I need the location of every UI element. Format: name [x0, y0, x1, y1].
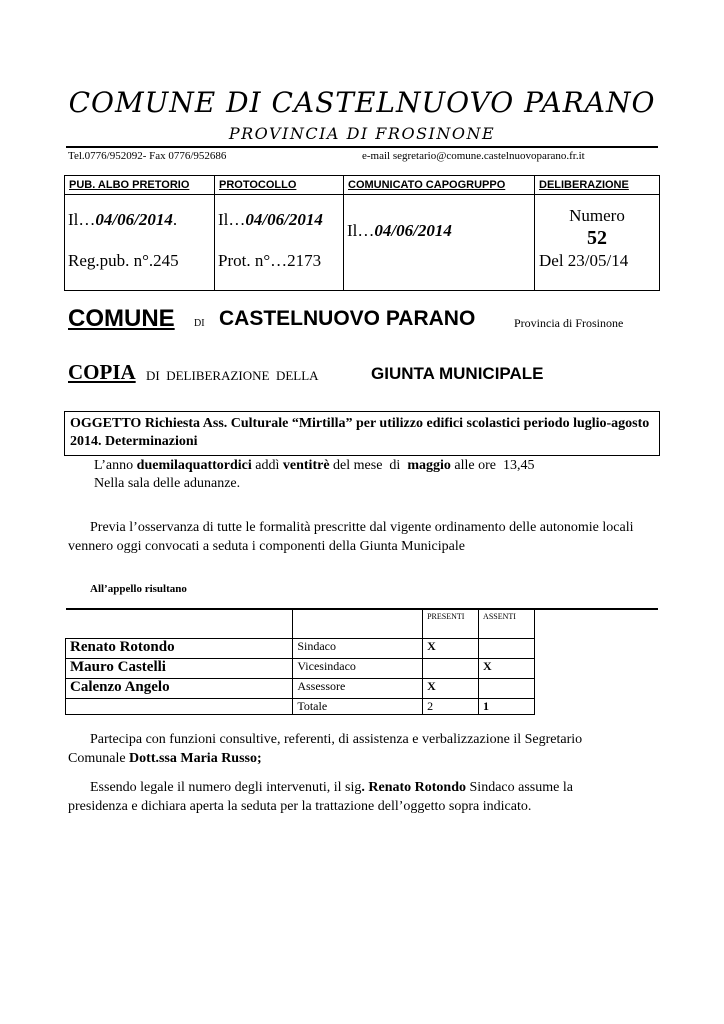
protocollo-date [218, 210, 323, 230]
attendance-table [65, 610, 535, 715]
anno-p3: del mese di [329, 458, 408, 473]
comunicato-capogruppo-header: COMUNICATO CAPOGRUPPO [348, 179, 506, 191]
deliberazione-date: Del 23/05/14 [539, 251, 629, 270]
anno-p4: alle ore 13,45 [450, 458, 535, 473]
reg-pub-number: Reg.pub. n°.245 [68, 251, 179, 270]
comunicato-date-value: 04/06/2014 [374, 221, 452, 240]
anno-p1: L’anno [94, 458, 137, 473]
oggetto-text: OGGETTO Richiesta Ass. Culturale “Mirtilla” per utilizzo edifici scolastici periodo luglio-agosto 2014. Determinazioni [70, 416, 650, 449]
essendo-p1: Essendo legale il numero degli intervenuti, il sig [90, 780, 362, 795]
page-subtitle: PROVINCIA DI FROSINONE [228, 124, 496, 143]
essendo-paragraph [68, 778, 628, 816]
comune-di: DI [194, 318, 205, 329]
protocollo-date-prefix: Il… [218, 210, 246, 229]
giorno-value: ventitrè [282, 458, 330, 473]
comune-provincia: Provincia di Frosinone [514, 316, 624, 330]
member-role: Assessore [293, 678, 423, 698]
table-row [66, 658, 535, 678]
giunta-municipale: GIUNTA MUNICIPALE [371, 364, 544, 383]
comunicato-date [347, 221, 452, 241]
header-rule [66, 146, 658, 148]
albo-date [68, 210, 177, 230]
essendo-p2: Sindaco assume la presidenza e dichiara aperta la seduta per la trattazione dell’oggetto sopra indicato. [68, 780, 573, 814]
anno-p2: addì [251, 458, 283, 473]
albo-pretorio-header: PUB. ALBO PRETORIO [69, 179, 190, 191]
member-assente [479, 678, 535, 698]
mese-value: maggio [407, 458, 451, 473]
comunicato-date-prefix: Il… [347, 221, 375, 240]
protocollo-header: PROTOCOLLO [219, 179, 297, 191]
albo-date-suffix: . [172, 210, 178, 229]
member-name: Calenzo Angelo [66, 678, 293, 698]
deliberazione-header: DELIBERAZIONE [539, 179, 629, 191]
comune-line [66, 305, 660, 339]
presenti-header: PRESENTI [423, 610, 479, 638]
partecipa-text: Partecipa con funzioni consultive, referenti, di assistenza e verbalizzazione il Segretario Comunale [68, 732, 583, 766]
attendance-header-row [66, 610, 535, 638]
member-assente [479, 638, 535, 658]
partecipa-paragraph [68, 730, 628, 768]
appello-label: All’appello risultano [90, 583, 187, 595]
sindaco-name: . Renato Rotondo [361, 780, 467, 795]
comune-label: COMUNE [68, 305, 175, 332]
member-presente: X [423, 638, 479, 658]
page-title: COMUNE DI CASTELNUOVO PARANO [68, 86, 656, 119]
copia-line [66, 360, 660, 390]
albo-date-value: 04/06/2014 [95, 210, 173, 229]
numero-value: 52 [587, 227, 607, 249]
segretario-name: Dott.ssa Maria Russo; [129, 751, 262, 766]
member-name: Renato Rotondo [66, 638, 293, 658]
email: e-mail segretario@comune.castelnuovoparano.fr.it [362, 150, 585, 162]
comune-name: CASTELNUOVO PARANO [219, 307, 476, 330]
oggetto-box [64, 411, 660, 456]
totale-assenti: 1 [479, 698, 535, 714]
assenti-header: ASSENTI [479, 610, 535, 638]
sala-line: Nella sala delle adunanze. [94, 476, 241, 491]
copia-label: COPIA [68, 360, 136, 384]
table-row [66, 638, 535, 658]
anno-value: duemilaquattordici [136, 458, 252, 473]
member-presente [423, 658, 479, 678]
totale-row [66, 698, 535, 714]
totale-label: Totale [293, 698, 423, 714]
totale-presenti: 2 [423, 698, 479, 714]
copia-deliberazione-text: DI DELIBERAZIONE DELLA [146, 368, 319, 383]
phone-fax: Tel.0776/952092- Fax 0776/952686 [68, 150, 227, 162]
anno-line [94, 458, 534, 474]
member-name: Mauro Castelli [66, 658, 293, 678]
albo-date-prefix: Il… [68, 210, 96, 229]
member-presente: X [423, 678, 479, 698]
table-row [66, 678, 535, 698]
numero-label: Numero [569, 206, 625, 225]
member-role: Vicesindaco [293, 658, 423, 678]
member-assente: X [479, 658, 535, 678]
previa-paragraph: Previa l’osservanza di tutte le formalità prescritte dal vigente ordinamento delle autonomie locali vennero oggi convocati a seduta i componenti della Giunta Municipale [68, 520, 634, 554]
member-role: Sindaco [293, 638, 423, 658]
protocollo-date-value: 04/06/2014 [245, 210, 323, 229]
prot-number: Prot. n°…2173 [218, 251, 322, 270]
